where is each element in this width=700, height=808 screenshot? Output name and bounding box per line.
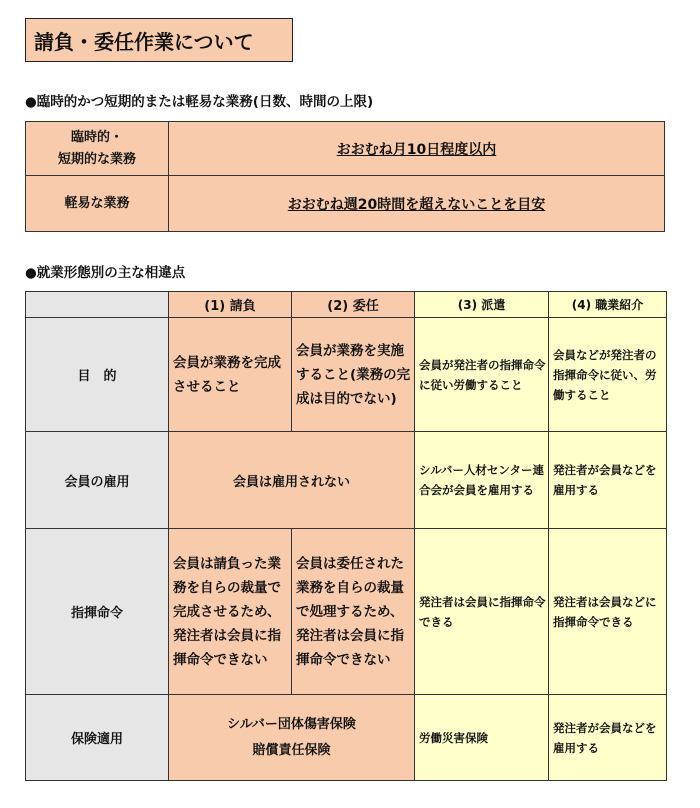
row-label-employment: 会員の雇用 — [26, 432, 169, 529]
cell-insurance-dispatch: 労働災害保険 — [415, 695, 549, 781]
header-placement: (4) 職業紹介 — [549, 292, 667, 318]
cell-insurance-contract-mandate — [169, 695, 415, 781]
table-row — [26, 318, 667, 432]
cell-command-dispatch: 発注者は会員に指揮命令できる — [415, 529, 549, 695]
row-label-insurance: 保険適用 — [26, 695, 169, 781]
cell-command-mandate: 会員は委任された業務を自らの裁量で処理するため、発注者は会員に指揮命令できない — [292, 529, 415, 695]
header-mandate: (2) 委任 — [292, 292, 415, 318]
cell-purpose-contract: 会員が業務を完成させること — [169, 318, 292, 432]
row-label-command: 指揮命令 — [26, 529, 169, 695]
differences-table — [25, 291, 667, 781]
table-row — [26, 695, 667, 781]
header-blank — [26, 292, 169, 318]
cell-purpose-placement: 会員などが発注者の指揮命令に従い、労働すること — [549, 318, 667, 432]
row-label-temporary — [26, 122, 169, 176]
table-row — [26, 432, 667, 529]
cell-employment-contract-mandate: 会員は雇用されない — [169, 432, 415, 529]
header-dispatch: (3) 派遣 — [415, 292, 549, 318]
cell-command-contract: 会員は請負った業務を自らの裁量で完成させるため、発注者は会員に指揮命令できない — [169, 529, 292, 695]
limits-table — [25, 121, 665, 232]
table-row — [26, 176, 665, 232]
table-header-row — [26, 292, 667, 318]
insurance-line: 賠償責任保険 — [252, 742, 331, 758]
page-title: 請負・委任作業について — [25, 18, 293, 62]
section-heading-limits: ●臨時的かつ短期的または軽易な業務(日数、時間の上限) — [25, 94, 374, 110]
cell-purpose-dispatch: 会員が発注者の指揮命令に従い労働すること — [415, 318, 549, 432]
value-light-duty: おおむね週20時間を超えないことを目安 — [169, 176, 665, 232]
cell-purpose-mandate: 会員が業務を実施すること(業務の完成は目的でない) — [292, 318, 415, 432]
insurance-line: シルバー団体傷害保険 — [227, 716, 356, 732]
table-row — [26, 529, 667, 695]
header-contract: (1) 請負 — [169, 292, 292, 318]
row-label-line: 臨時的・ — [70, 129, 123, 145]
table-row — [26, 122, 665, 176]
cell-insurance-placement: 発注者が会員などを雇用する — [549, 695, 667, 781]
cell-employment-dispatch: シルバー人材センター連合会が会員を雇用する — [415, 432, 549, 529]
row-label-line: 短期的な業務 — [57, 151, 136, 167]
cell-command-placement: 発注者は会員などに指揮命令できる — [549, 529, 667, 695]
cell-employment-placement: 発注者が会員などを雇用する — [549, 432, 667, 529]
section-heading-differences: ●就業形態別の主な相違点 — [25, 265, 186, 281]
row-label-purpose: 目 的 — [26, 318, 169, 432]
row-label-light-duty: 軽易な業務 — [26, 176, 169, 232]
value-temporary: おおむね月10日程度以内 — [169, 122, 665, 176]
